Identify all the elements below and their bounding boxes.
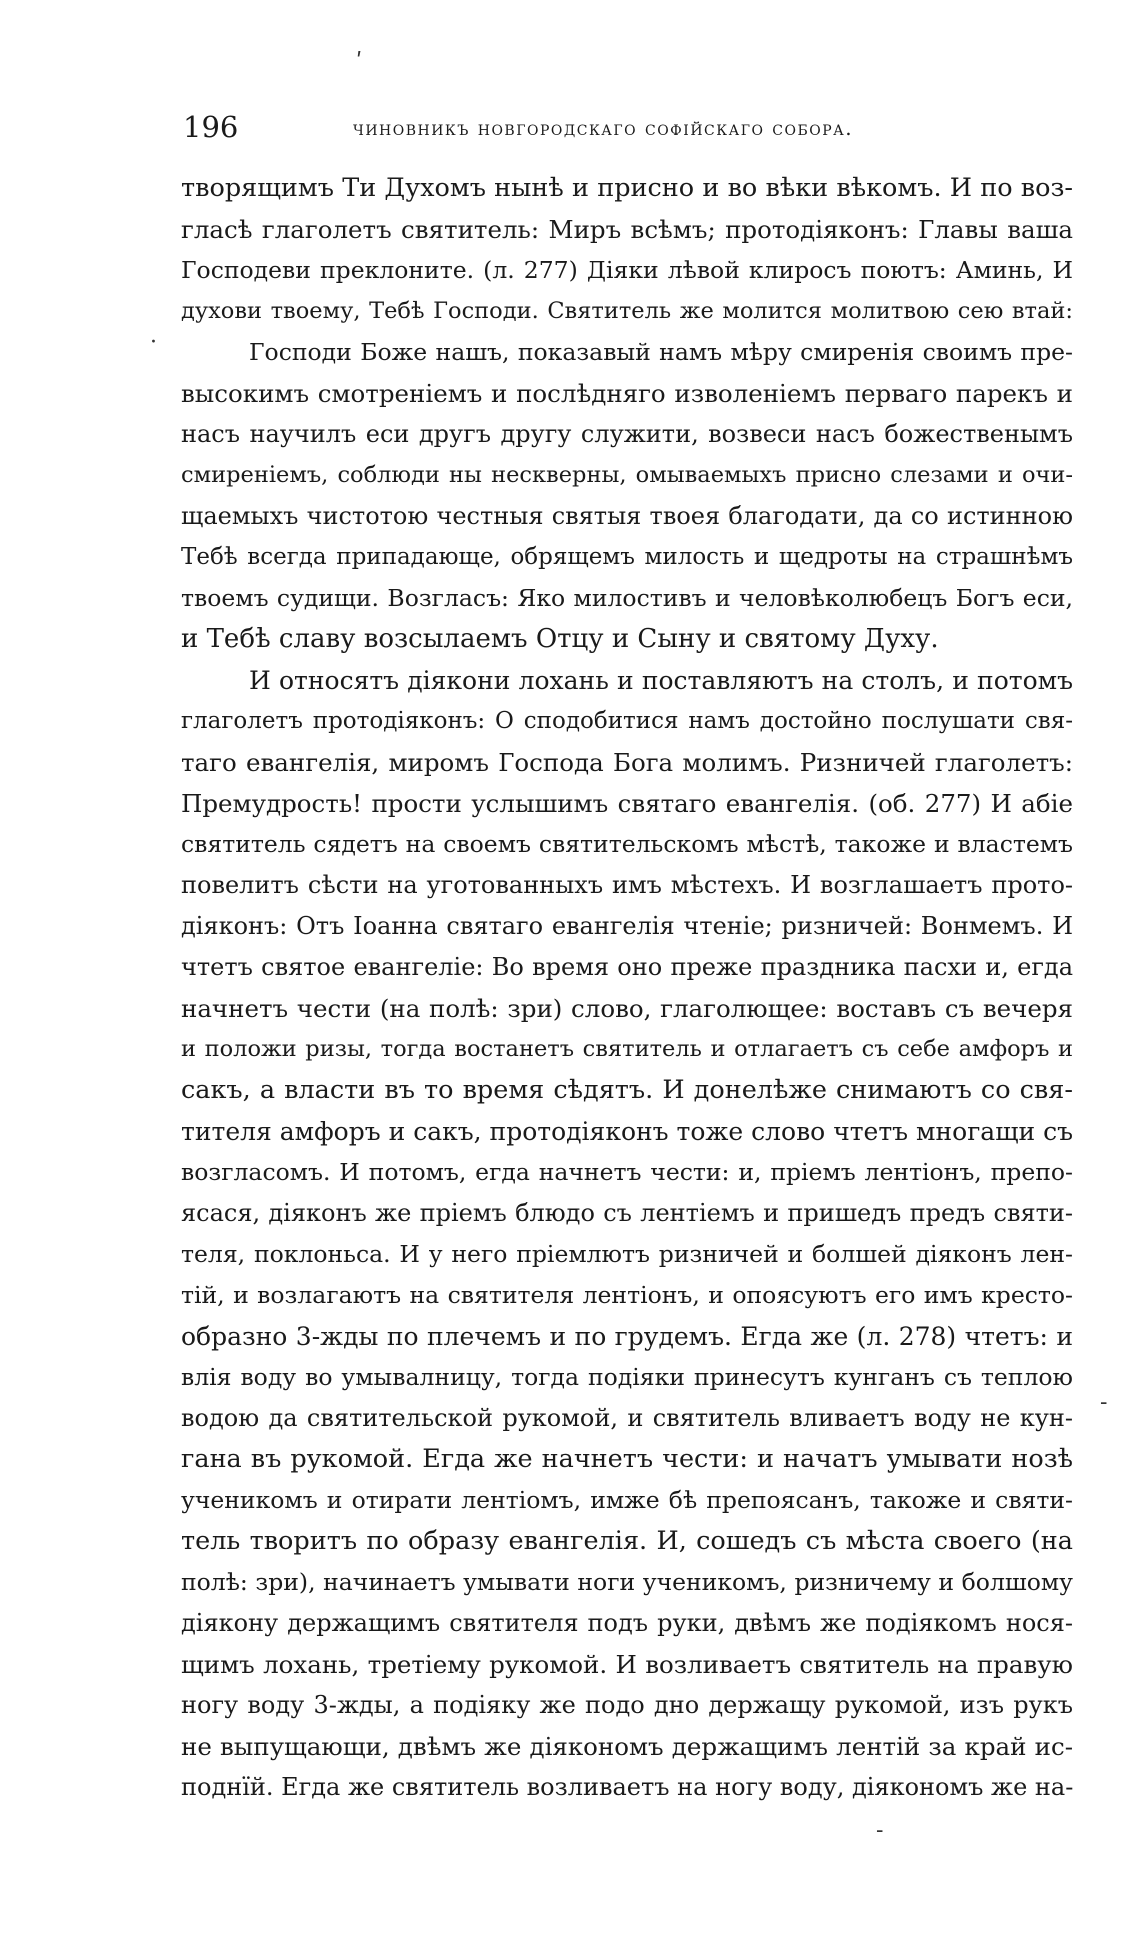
text-line: гана въ рукомой. Егда же начнетъ чести: и начатъ умывати нозѣ: [181, 1444, 1073, 1474]
text-line: сакъ, а власти въ то время сѣдятъ. И донелѣже снимаютъ со свя-: [181, 1075, 1073, 1105]
text-line: Премудрость! прости услышимъ святаго евангелія. (об. 277) И абіе: [181, 789, 1073, 818]
page-number: 196: [183, 110, 239, 144]
text-line: возгласомъ. И потомъ, егда начнетъ чести: и, пріемъ лентіонъ, препо-: [181, 1158, 1073, 1186]
stray-mark-bottom: -: [876, 1818, 884, 1843]
text-line: святитель сядетъ на своемъ святительскомъ мѣстѣ, такожe и властемъ: [181, 830, 1073, 858]
text-line: глаголетъ протодіяконъ: О сподобитися намъ достойно послушати свя-: [181, 708, 1073, 734]
text-line: щимъ лохань, третіему рукомой. И возливаетъ святитель на правую: [181, 1650, 1073, 1679]
text-line: духови твоему, Тебѣ Господи. Святитель же молится молитвою сею втай:: [181, 298, 1073, 324]
text-line: ученикомъ и отирати лентіомъ, имже бѣ препоясанъ, такоже и святи-: [181, 1486, 1073, 1514]
text-line: теля, поклоньса. И у него пріемлютъ ризничей и болшей діяконъ лен-: [181, 1240, 1073, 1268]
text-line: начнетъ чести (на полѣ: зри) слово, глаголющее: воставъ съ вечеря: [181, 994, 1073, 1023]
text-line: діякону держащимъ святителя подъ руки, двѣмъ же подіякомъ нося-: [181, 1609, 1073, 1637]
text-line: повелитъ сѣсти на уготованныхъ имъ мѣстехъ. И возглашаетъ прото-: [181, 871, 1073, 899]
text-line: и положи ризы, тогда востанетъ святитель и отлагаетъ съ себе амфоръ и: [181, 1036, 1073, 1062]
running-title: чиновникъ новгородскаго софійскаго собора.: [353, 116, 854, 140]
text-line: влія воду во умывалницу, тогда подіяки принесутъ кунганъ съ теплою: [181, 1363, 1073, 1391]
page-header: [183, 110, 1073, 150]
text-line: водою да святительской рукомой, и святитель вливаетъ воду не кун-: [181, 1404, 1073, 1432]
text-line: образно 3-жды по плечемъ и по грудемъ. Егда же (л. 278) чтетъ: и: [181, 1322, 1073, 1351]
text-line: ногу воду 3-жды, а подіяку же подо дно держащу рукомой, изъ рукъ: [181, 1691, 1073, 1719]
text-line: И относятъ діякони лохань и поставляютъ на столъ, и потомъ: [249, 666, 1073, 695]
text-line: творящимъ Ти Духомъ нынѣ и присно и во вѣки вѣкомъ. И по воз-: [181, 173, 1073, 203]
text-line: тителя амфоръ и сакъ, протодіяконъ тоже слово чтетъ многащи съ: [181, 1117, 1073, 1146]
text-line: діяконъ: Отъ Іоанна святаго евангелія чтеніе; ризничей: Вонмемъ. И: [181, 912, 1073, 940]
text-line: и Тебѣ славу возсылаемъ Отцу и Сыну и святому Духу.: [181, 624, 939, 654]
text-line: поднїй. Егда же святитель возливаетъ на ногу воду, діякономъ же на-: [181, 1773, 1074, 1801]
text-line: ясася, діяконъ же пріемъ блюдо съ лентіемъ и пришедъ предъ святи-: [181, 1199, 1073, 1227]
stray-mark-left: ·: [150, 330, 157, 355]
text-line: Господи Боже нашъ, показавый намъ мѣру смиренія своимъ пре-: [249, 338, 1073, 366]
stray-mark-right: -: [1100, 1390, 1108, 1415]
text-line: твоемъ судищи. Возгласъ: Яко милостивъ и человѣколюбецъ Богъ еси,: [181, 584, 1073, 612]
text-line: смиреніемъ, соблюди ны нескверны, омываемыхъ присно слезами и очи-: [181, 462, 1073, 488]
text-line: тель творитъ по образу евангелія. И, сошедъ съ мѣста своего (на: [181, 1526, 1073, 1556]
text-line: Тебѣ всегда припадающе, обрящемъ милость и щедроты на страшнѣмъ: [181, 544, 1073, 570]
text-line: полѣ: зри), начинаетъ умывати ноги ученикомъ, ризничему и болшому: [181, 1568, 1073, 1596]
text-line: гласѣ глаголетъ святитель: Миръ всѣмъ; протодіяконъ: Главы ваша: [181, 215, 1073, 244]
text-line: насъ научилъ еси другъ другу служити, возвеси насъ божественымъ: [181, 420, 1073, 448]
text-line: Господеви преклоните. (л. 277) Діяки лѣвой клиросъ поютъ: Аминь, И: [181, 256, 1073, 284]
text-line: тій, и возлагаютъ на святителя лентіонъ, и опоясуютъ его имъ кресто-: [181, 1281, 1073, 1309]
text-line: чтетъ святое евангеліе: Во время оно преже праздника пасхи и, егда: [181, 953, 1073, 981]
stray-mark-top: ʹ: [356, 50, 363, 75]
body-text: [181, 168, 1073, 1808]
text-line: щаемыхъ чистотою честныя святыя твоея благодати, да со истинною: [181, 502, 1073, 530]
text-line: высокимъ смотреніемъ и послѣдняго изволеніемъ перваго парекъ и: [181, 379, 1073, 408]
text-line: не выпущающи, двѣмъ же діякономъ держащимъ лентій за край ис-: [181, 1732, 1073, 1761]
text-line: таго евангелія, миромъ Господа Бога молимъ. Ризничей глаголетъ:: [181, 748, 1073, 777]
